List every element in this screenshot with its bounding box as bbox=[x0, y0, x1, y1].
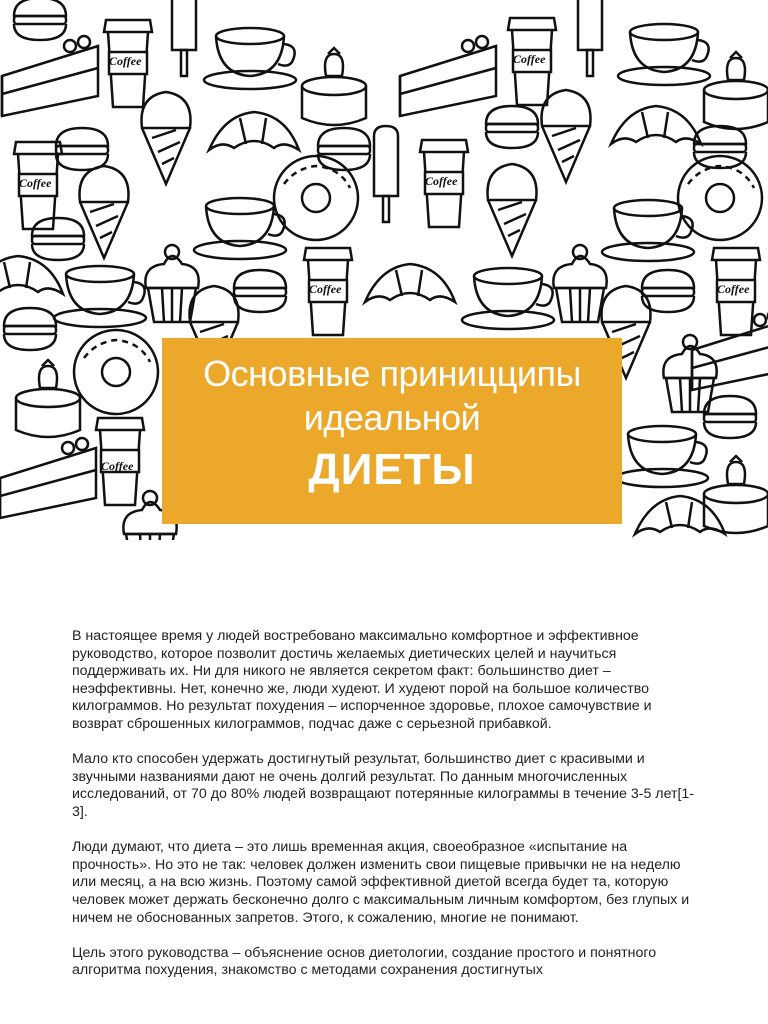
coffee-label: Coffee bbox=[309, 282, 342, 296]
paragraph-4: Цель этого руководства – объяснение основ диетологии, создание простого и понятного алгоритма похудения, знакомство с методами сохранения достигнутых bbox=[72, 944, 657, 979]
coffee-label: Coffee bbox=[101, 459, 134, 473]
coffee-label: Coffee bbox=[109, 54, 142, 68]
paragraph-1: В настоящее время у людей востребовано максимально комфортное и эффективное руководство, которое позволит достичь желаемых диетических целей и научиться поддерживать их. Ни для никого не является секретом факт: большинство диет – неэффективны. Нет, конечно же, люди худеют. И худеют порой на большое количество килограммов. Но результат похудения – испорченное здоровье, плохое самочувствие и возврат сброшенных килограммов, подчас даже с серьезной прибавкой. bbox=[72, 628, 652, 732]
paragraph-2: Мало кто способен удержать достигнутый результат, большинство диет с красивыми и звучными названиями дают не очень долгий результат. По данным многочисленных исследований, от 70 до 80% людей возвращают потерянные килограммы в течение 3-5 лет[1-3]. bbox=[72, 751, 695, 820]
title-box bbox=[162, 338, 622, 524]
paragraph-3: Люди думают, что диета – это лишь временная акция, своеобразное «испытание на прочность». Но это не так: человек должен изменить свои пищевые привычки не на неделю или месяц, а на всю жизнь. Поэтому самой эффективной диетой всегда будет та, которую человек может держать бесконечно долго с максимальным личным комфортом, без глупых и ничем не обоснованных запретов. Этого, к сожалению, многие не понимают. bbox=[72, 839, 690, 926]
coffee-label: Coffee bbox=[513, 52, 546, 66]
body-text bbox=[72, 628, 704, 997]
coffee-label: Coffee bbox=[19, 176, 52, 190]
title-line-3: ДИЕТЫ bbox=[308, 445, 476, 494]
title-line-1: Основные приницципы bbox=[203, 353, 581, 394]
coffee-label: Coffee bbox=[425, 174, 458, 188]
title-line-2: идеальной bbox=[303, 397, 481, 438]
coffee-label: Coffee bbox=[717, 282, 750, 296]
